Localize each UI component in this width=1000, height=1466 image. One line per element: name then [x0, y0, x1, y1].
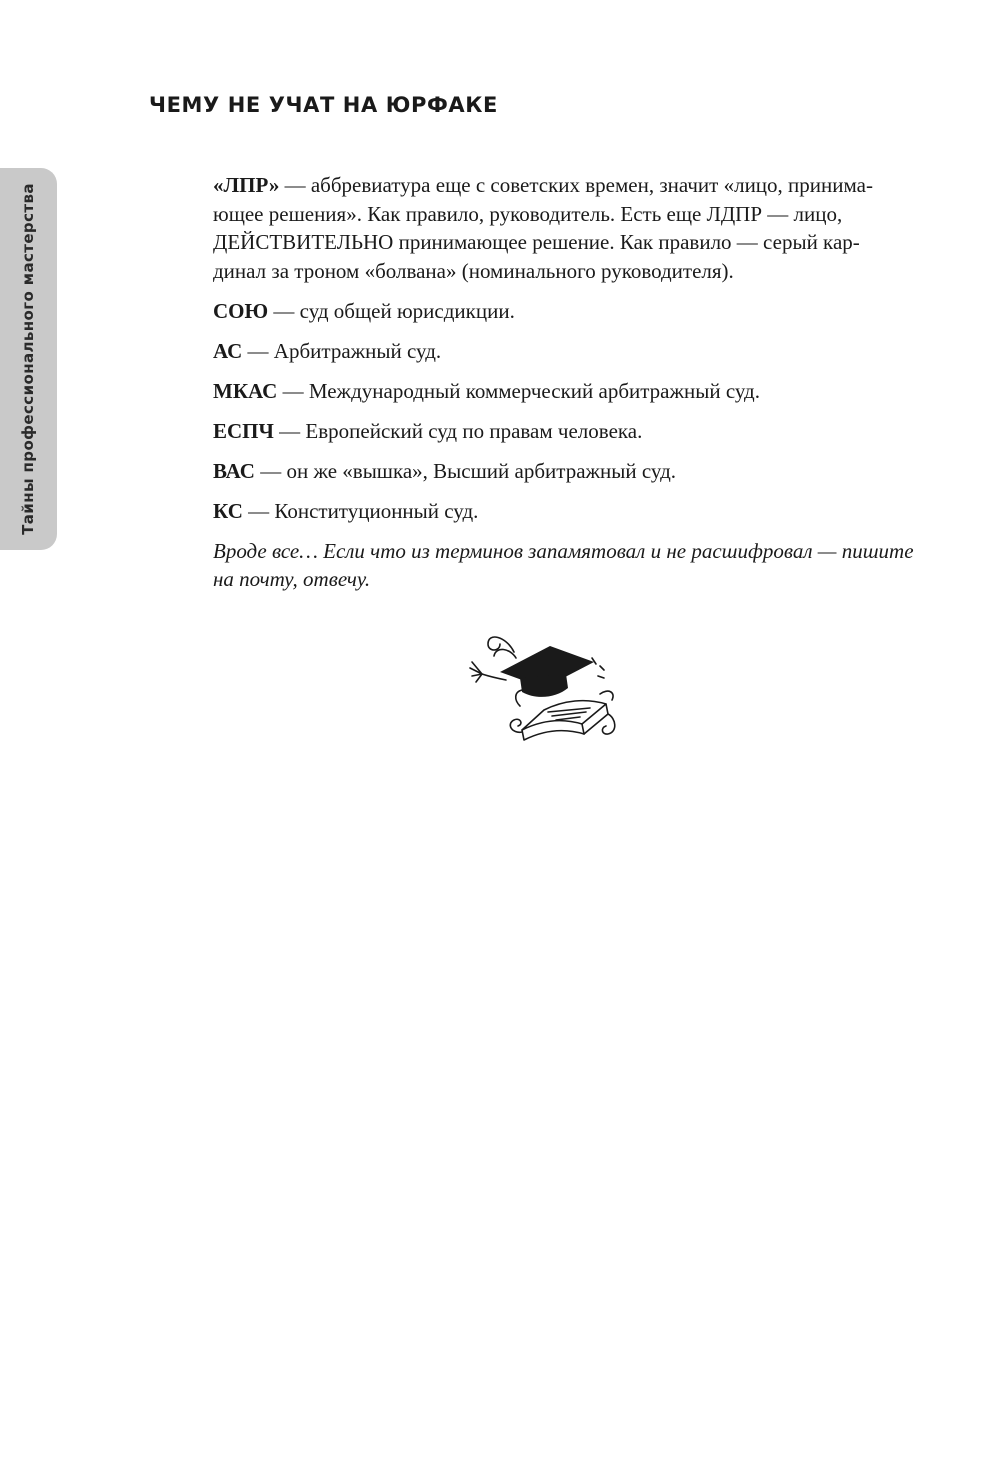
glossary: [213, 171, 933, 605]
glossary-item: [213, 337, 933, 366]
glossary-definition: — Европейский суд по правам человека.: [273, 418, 643, 443]
glossary-definition: — Конституционный суд.: [242, 498, 479, 523]
glossary-item: [213, 417, 933, 446]
graduation-cap-and-book-icon: [466, 628, 630, 754]
glossary-definition: — суд общей юрисдикции.: [268, 298, 515, 323]
glossary-item: [213, 297, 933, 326]
glossary-definition: — Арбитражный суд.: [242, 338, 442, 363]
glossary-intro: [213, 171, 933, 285]
closing-note-line-2: на почту, отвечу.: [213, 567, 371, 591]
glossary-item: [213, 457, 933, 486]
glossary-definition: — Международный коммерческий арбитражный суд.: [277, 378, 760, 403]
glossary-term: КС: [213, 498, 243, 523]
glossary-term: ЕСПЧ: [213, 418, 274, 443]
side-tab: [0, 168, 57, 550]
glossary-intro-line-2: ющее решения». Как правило, руководитель. Есть еще ЛДПР — лицо,: [213, 201, 843, 226]
glossary-term: «ЛПР»: [213, 173, 280, 197]
glossary-term: ВАС: [213, 458, 255, 483]
closing-note: [213, 537, 933, 594]
glossary-intro-line-4: динал за троном «болвана» (номинального руководителя).: [213, 258, 734, 283]
glossary-term: АС: [213, 338, 243, 363]
glossary-term: МКАС: [213, 378, 278, 403]
glossary-item: [213, 497, 933, 526]
glossary-term: СОЮ: [213, 298, 269, 323]
side-tab-label: Тайны профессионального мастерства: [19, 183, 37, 535]
running-head: ЧЕМУ НЕ УЧАТ НА ЮРФАКЕ: [149, 93, 498, 117]
glossary-intro-line-1: — аббревиатура еще с советских времен, значит «лицо, принима-: [279, 173, 873, 197]
glossary-definition: — он же «вышка», Высший арбитражный суд.: [254, 458, 677, 483]
glossary-intro-line-3: ДЕЙСТВИТЕЛЬНО принимающее решение. Как правило — серый кар-: [213, 230, 860, 254]
glossary-item: [213, 377, 933, 406]
closing-note-line-1: Вроде все… Если что из терминов запамятовал и не расшифровал — пишите: [213, 538, 914, 563]
